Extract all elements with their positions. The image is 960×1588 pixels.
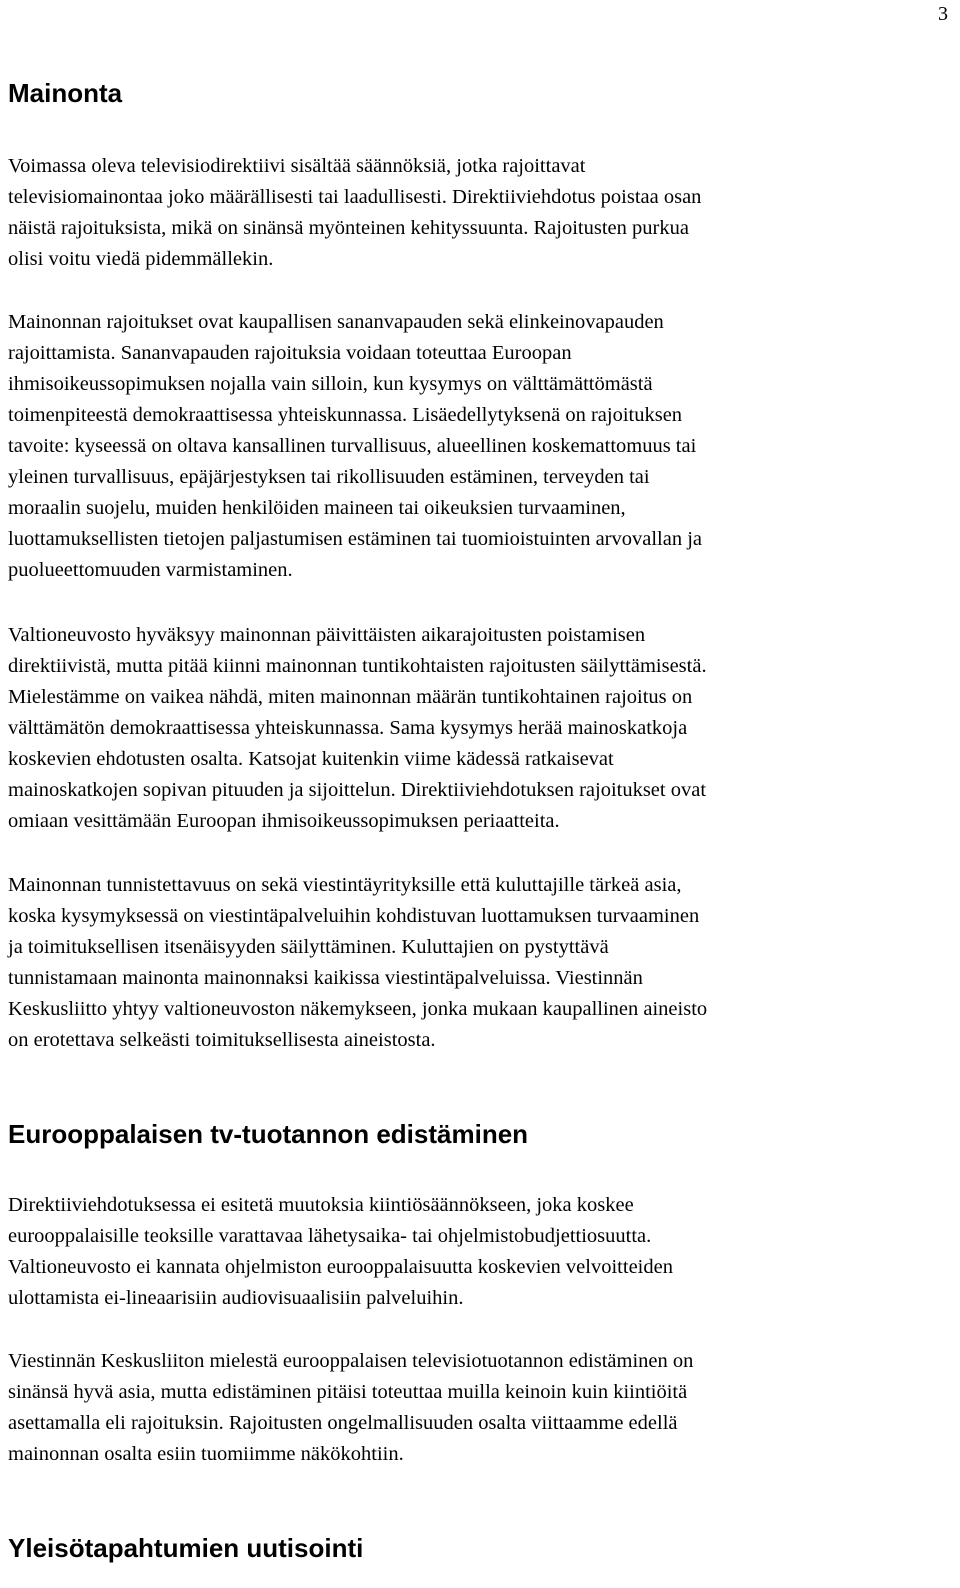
- text-line: ihmisoikeussopimuksen nojalla vain silloin, kun kysymys on välttämättömästä: [8, 373, 653, 395]
- text-line: Valtioneuvosto hyväksyy mainonnan päivittäisten aikarajoitusten poistamisen: [8, 624, 646, 646]
- text-line: puolueettomuuden varmistaminen.: [8, 559, 293, 581]
- text-line: moraalin suojelu, muiden henkilöiden maineen tai oikeuksien turvaaminen,: [8, 497, 626, 519]
- text-line: näistä rajoituksista, mikä on sinänsä myönteinen kehityssuunta. Rajoitusten purkua: [8, 217, 689, 239]
- section-heading-eurooppalainen-tuotanto: Eurooppalaisen tv-tuotannon edistäminen: [8, 1119, 529, 1149]
- text-line: rajoittamista. Sananvapauden rajoituksia voidaan toteuttaa Euroopan: [8, 342, 572, 364]
- paragraph: [8, 151, 932, 275]
- text-line: ulottamista ei-lineaarisiin audiovisuaalisiin palveluihin.: [8, 1287, 464, 1309]
- text-line: tavoite: kyseessä on oltava kansallinen turvallisuus, alueellinen koskemattomuus tai: [8, 435, 697, 457]
- text-line: yleinen turvallisuus, epäjärjestyksen tai rikollisuuden estäminen, terveyden tai: [8, 466, 650, 488]
- paragraph: [8, 1190, 932, 1314]
- text-line: tunnistamaan mainonta mainonnaksi kaikissa viestintäpalveluissa. Viestinnän: [8, 967, 643, 989]
- text-line: koska kysymyksessä on viestintäpalveluihin kohdistuvan luottamuksen turvaaminen: [8, 905, 700, 927]
- text-line: luottamuksellisten tietojen paljastumisen estäminen tai tuomioistuinten arvovallan ja: [8, 528, 703, 550]
- text-line: televisiomainontaa joko määrällisesti tai laadullisesti. Direktiiviehdotus poistaa osan: [8, 186, 702, 208]
- text-line: Mainonnan rajoitukset ovat kaupallisen sananvapauden sekä elinkeinovapauden: [8, 311, 664, 333]
- text-line: koskevien ehdotusten osalta. Katsojat kuitenkin viime kädessä ratkaisevat: [8, 748, 614, 770]
- text-line: Keskusliitto yhtyy valtioneuvoston näkemykseen, jonka mukaan kaupallinen aineisto: [8, 998, 708, 1020]
- section-heading-yleisotapahtumat: Yleisötapahtumien uutisointi: [8, 1533, 364, 1563]
- text-line: Valtioneuvosto ei kannata ohjelmiston eurooppalaisuutta koskevien velvoitteiden: [8, 1256, 673, 1278]
- text-line: Mainonnan tunnistettavuus on sekä viestintäyrityksille että kuluttajille tärkeä asia,: [8, 874, 682, 896]
- text-line: mainoskatkojen sopivan pituuden ja sijoittelun. Direktiiviehdotuksen rajoitukset ovat: [8, 779, 707, 801]
- page-number: 3: [938, 3, 948, 25]
- text-line: omiaan vesittämään Euroopan ihmisoikeussopimuksen periaatteita.: [8, 810, 560, 832]
- section-heading-mainonta: Mainonta: [8, 78, 123, 108]
- text-line: on erotettava selkeästi toimituksellisesta aineistosta.: [8, 1029, 436, 1051]
- paragraph: [8, 1346, 932, 1470]
- text-line: olisi voitu viedä pidemmällekin.: [8, 248, 274, 270]
- paragraph: [8, 870, 932, 1056]
- text-line: välttämätön demokraattisessa yhteiskunnassa. Sama kysymys herää mainoskatkoja: [8, 717, 688, 739]
- paragraph: [8, 620, 932, 837]
- text-line: Voimassa oleva televisiodirektiivi sisältää säännöksiä, jotka rajoittavat: [8, 155, 586, 177]
- text-line: mainonnan osalta esiin tuomiimme näkökohtiin.: [8, 1443, 404, 1465]
- text-line: asettamalla eli rajoituksin. Rajoitusten ongelmallisuuden osalta viittaamme edellä: [8, 1412, 678, 1434]
- text-line: direktiivistä, mutta pitää kiinni mainonnan tuntikohtaisten rajoitusten säilyttämisestä.: [8, 655, 707, 677]
- text-line: eurooppalaisille teoksille varattavaa lähetysaika- tai ohjelmistobudjettiosuutta.: [8, 1225, 652, 1247]
- text-line: Direktiiviehdotuksessa ei esitetä muutoksia kiintiösäännökseen, joka koskee: [8, 1194, 634, 1216]
- paragraph: [8, 307, 932, 586]
- text-line: Mielestämme on vaikea nähdä, miten mainonnan määrän tuntikohtainen rajoitus on: [8, 686, 693, 708]
- text-line: toimenpiteestä demokraattisessa yhteiskunnassa. Lisäedellytyksenä on rajoituksen: [8, 404, 683, 426]
- text-line: Viestinnän Keskusliiton mielestä eurooppalaisen televisiotuotannon edistäminen on: [8, 1350, 694, 1372]
- text-line: sinänsä hyvä asia, mutta edistäminen pitäisi toteuttaa muilla keinoin kuin kiintiöitä: [8, 1381, 688, 1403]
- text-line: ja toimituksellisen itsenäisyyden säilyttäminen. Kuluttajien on pystyttävä: [8, 936, 609, 958]
